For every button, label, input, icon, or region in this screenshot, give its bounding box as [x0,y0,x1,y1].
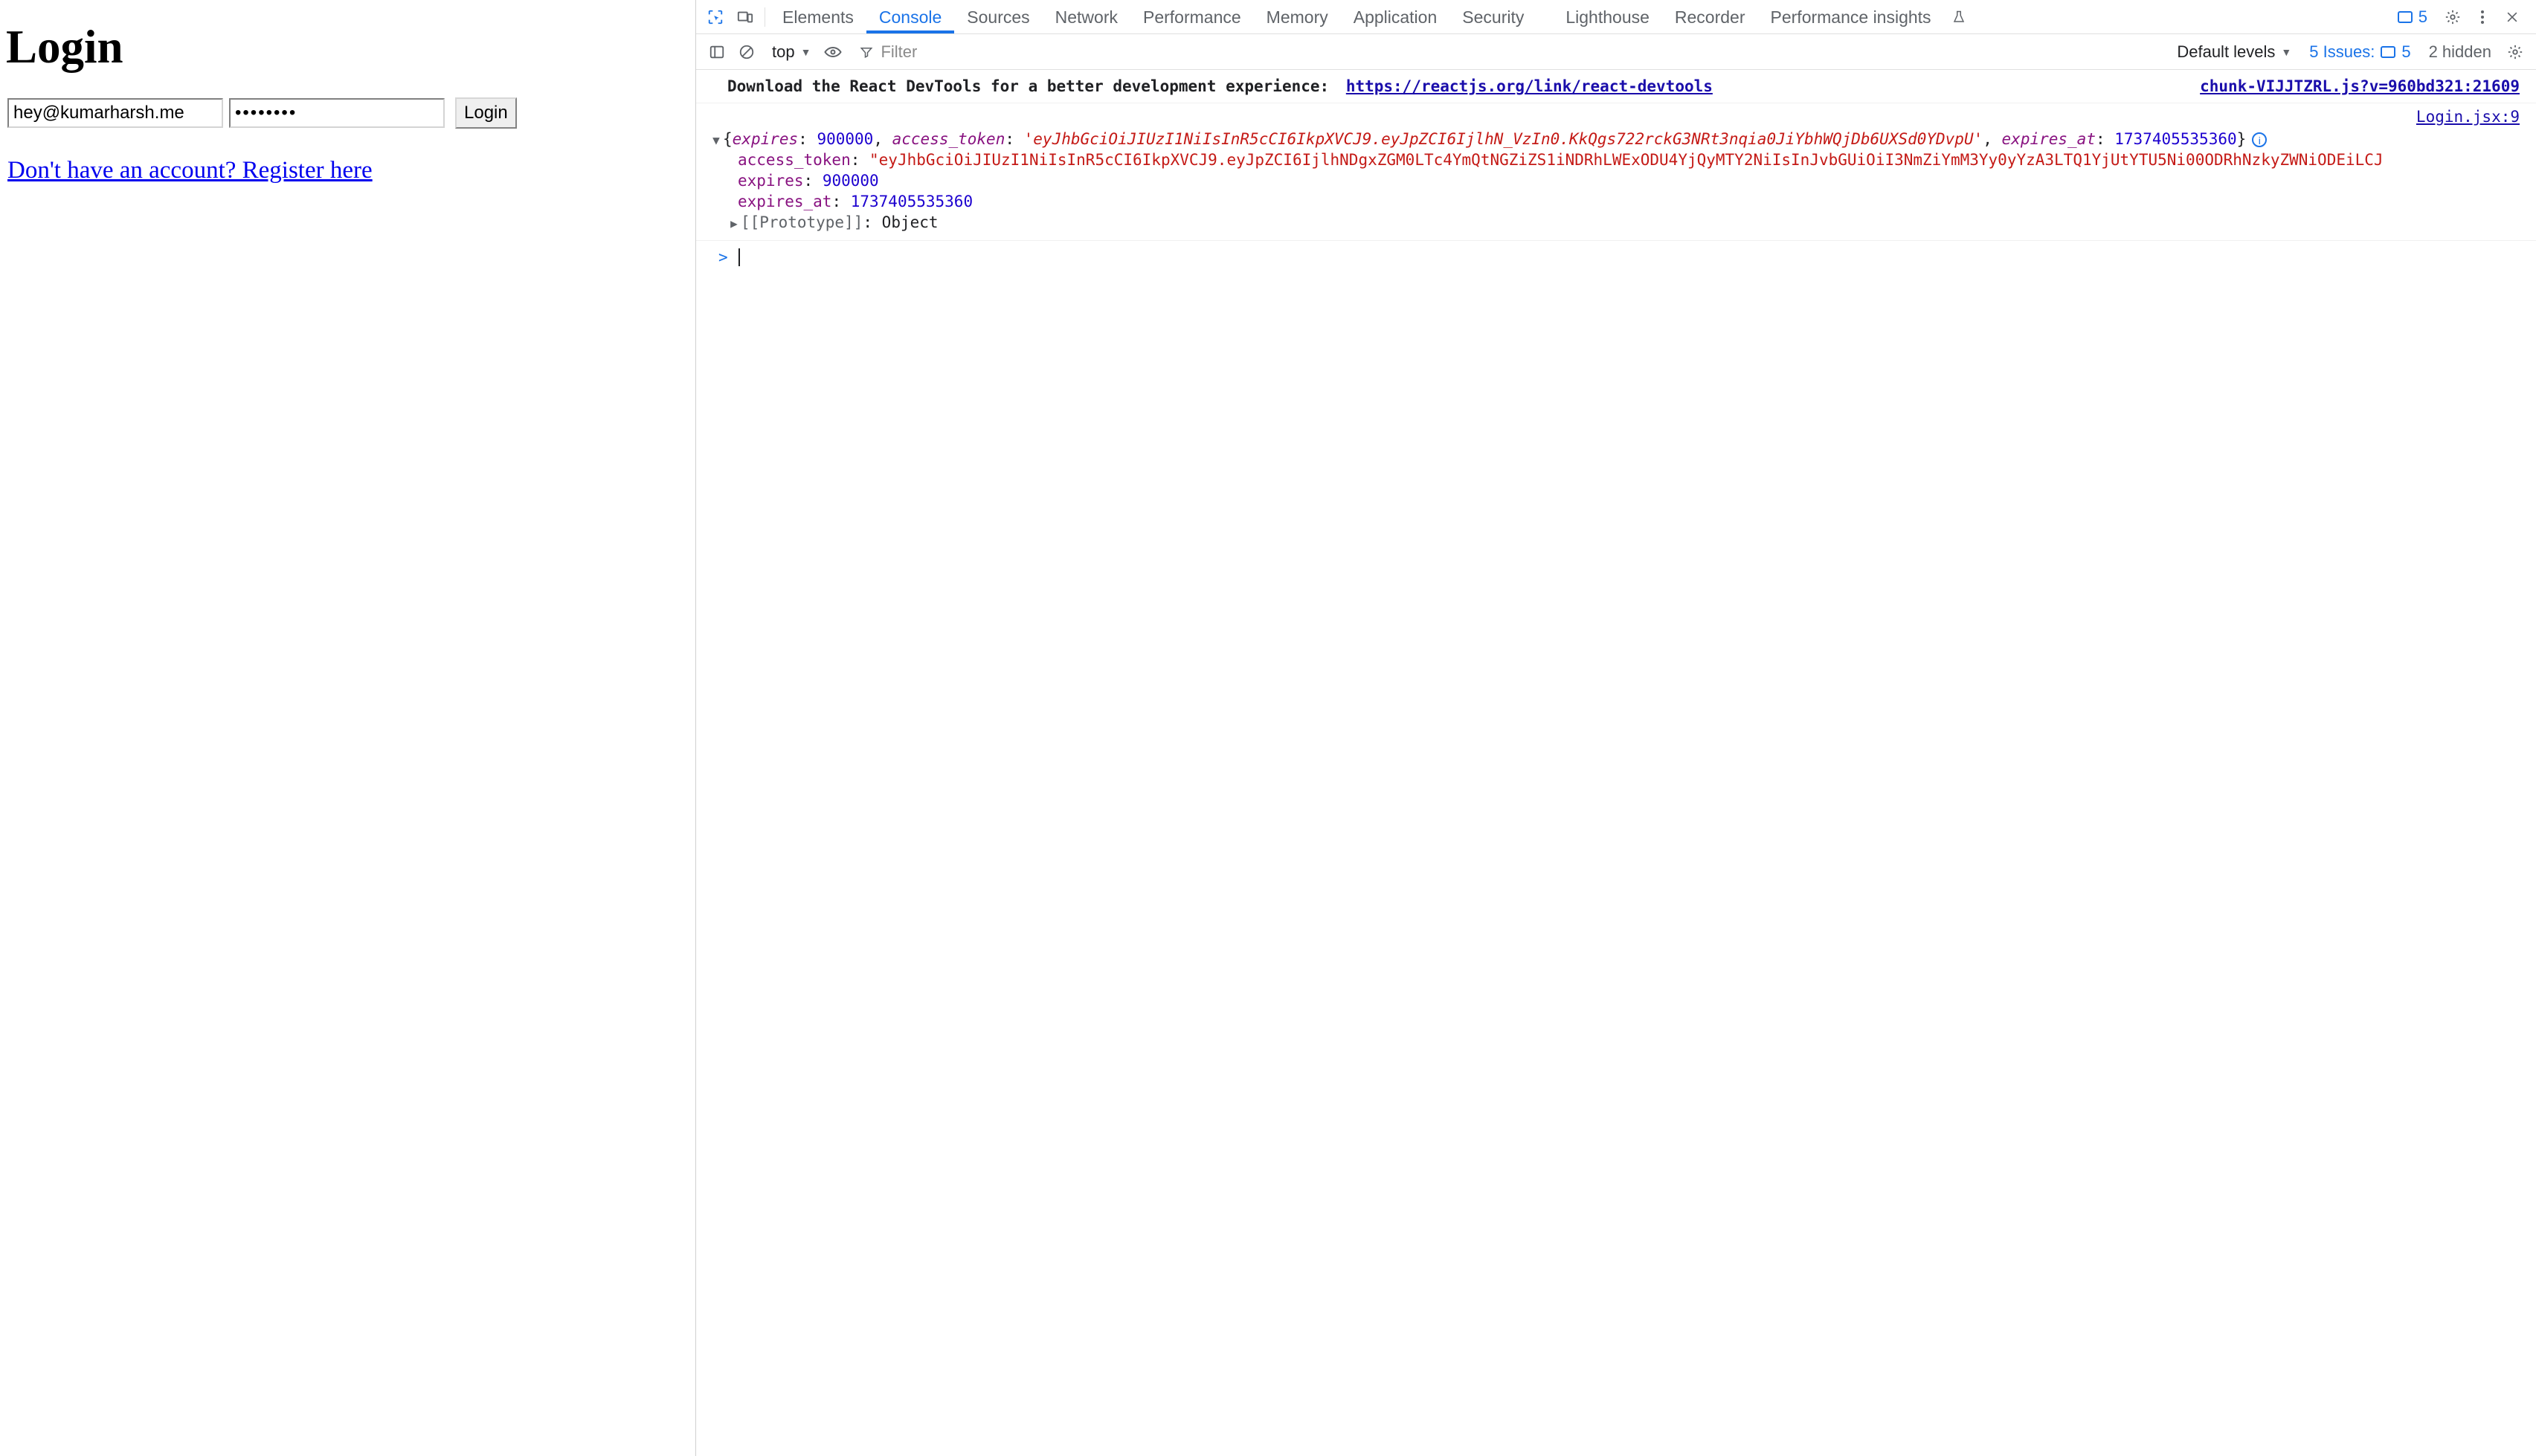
hidden-messages-count[interactable]: 2 hidden [2428,42,2491,61]
tab-console[interactable]: Console [866,1,954,33]
issues-summary-label: 5 Issues: [2309,42,2375,61]
prop-value-expires-at: 1737405535360 [850,193,973,210]
summary-key-access-token: access_token [892,130,1005,148]
prop-key-expires: expires [738,172,804,190]
issues-summary[interactable] [2300,42,2419,62]
summary-value-expires: 900000 [817,130,874,148]
tab-recorder[interactable]: Recorder [1674,7,1745,27]
summary-open-brace: { [723,130,733,148]
chevron-down-icon: ▼ [800,45,811,58]
object-prototype-row[interactable]: ▶ [[Prototype]]: Object [696,212,2536,233]
prop-value-expires: 900000 [822,172,879,190]
issues-summary-icon [2381,46,2395,58]
summary-value-access-token: 'eyJhbGciOiJIUzI1NiIsInR5cCI6IkpXVCJ9.eyJpZCI6IjlhN_VzIn0.KkQgs722rckG3NRt3nqia0JiYbhWQjDb6UXSd0YDvpU' [1023,130,1983,148]
close-devtools-icon[interactable] [2500,4,2525,30]
tab-sources[interactable]: Sources [967,7,1030,27]
issues-icon [2398,11,2413,23]
console-prompt[interactable] [696,241,2536,274]
prop-value-access-token: "eyJhbGciOiJIUzI1NiIsInR5cCI6IkpXVCJ9.eyJpZCI6IjlhNDgxZGM0LTc4YmQtNGZiZS1iNDRhLWExODU4YjQyMTY2NiIsInJvbGUiOiI3NmZiYmM3Yy0yYzA3LTQ1YjUtYTU5Ni00ODRhNzkyZWNiODEiLCJ [869,151,2384,169]
object-prop-access-token: access_token: "eyJhbGciOiJIUzI1NiIsInR5cCI6IkpXVCJ9.eyJpZCI6IjlhNDgxZGM0LTc4YmQtNGZiZS1iNDRhLWExODU4YjQyMTY2NiIsInJvbGUiOiI3NmZiYmM3Yy0yYzA3LTQ1YjUtYTU5Ni00ODRhNzkyZWNiODEiLCJ [738,151,2384,169]
prop-key-expires-at: expires_at [738,193,832,210]
prompt-arrow-icon: > [718,248,728,266]
summary-key-expires: expires [732,130,799,148]
filter-input[interactable] [879,42,1028,62]
summary-value-expires-at: 1737405535360 [2114,130,2237,148]
react-devtools-text: Download the React DevTools for a better development experience: [727,77,1330,95]
toggle-sidebar-icon[interactable] [704,39,730,65]
inspect-element-icon[interactable] [703,4,728,30]
tab-lighthouse[interactable]: Lighthouse [1565,7,1650,27]
issues-summary-count: 5 [2401,42,2411,61]
tab-application[interactable]: Application [1353,7,1438,27]
object-prop-expires-at: expires_at: 1737405535360 [738,193,973,210]
chevron-down-icon-levels: ▼ [2281,45,2292,58]
password-field[interactable] [229,98,445,128]
more-options-icon[interactable] [2470,4,2495,30]
react-devtools-message [696,70,2536,103]
web-page-pane [0,0,696,1456]
info-icon[interactable]: i [2252,132,2267,147]
experiment-flask-icon [1946,4,1972,30]
console-toolbar-right [2168,39,2530,65]
register-link[interactable]: Don't have an account? Register here [7,157,373,184]
prototype-label: [[Prototype]] [741,213,863,231]
clear-console-icon[interactable] [734,39,759,65]
console-toolbar [696,34,2536,70]
issues-badge[interactable] [2398,7,2427,27]
source-link-chunk[interactable]: chunk-VIJJTZRL.js?v=960bd321:21609 [2200,77,2520,95]
tab-network[interactable]: Network [1055,7,1118,27]
console-filter[interactable] [857,39,1028,65]
tab-performance-insights[interactable]: Performance insights [1770,7,1931,27]
device-toolbar-icon[interactable] [733,4,758,30]
issues-badge-count: 5 [2418,7,2427,26]
email-field[interactable] [7,98,223,128]
console-messages[interactable] [696,70,2536,1456]
prototype-expand-triangle-icon[interactable]: ▶ [730,216,738,231]
devtools-tabbar-right [2398,4,2532,30]
console-object-message [696,103,2536,241]
prop-key-access-token: access_token [738,151,851,169]
execution-context-label: top [772,42,795,61]
react-devtools-link[interactable]: https://reactjs.org/link/react-devtools [1345,77,1713,95]
object-prop-expires: expires: 900000 [738,172,879,190]
tab-elements[interactable]: Elements [782,7,854,27]
tab-performance[interactable]: Performance [1143,7,1241,27]
summary-close-brace: } [2236,130,2247,148]
expand-triangle-icon[interactable]: ▼ [712,133,720,147]
tab-security[interactable]: Security [1462,7,1525,27]
login-form [7,97,695,129]
summary-key-expires-at: expires_at [2001,130,2096,148]
filter-icon [857,39,876,65]
login-button[interactable]: Login [455,97,517,129]
prototype-value: Object [881,213,939,231]
devtools-panel [696,0,2536,1456]
log-levels-selector[interactable] [2168,42,2300,62]
settings-gear-icon[interactable] [2440,4,2465,30]
tab-memory[interactable]: Memory [1266,7,1328,27]
page-title: Login [6,21,123,73]
text-cursor [738,248,740,266]
source-link-login[interactable]: Login.jsx:9 [2416,108,2520,126]
execution-context-selector[interactable] [765,39,818,65]
console-settings-gear-icon[interactable] [2503,39,2528,65]
devtools-tabbar [696,0,2536,34]
live-expressions-eye-icon[interactable] [820,39,846,65]
log-levels-label: Default levels [2177,42,2276,61]
object-summary-line[interactable]: ▼ {expires: 900000, access_token: 'eyJhbGciOiJIUzI1NiIsInR5cCI6IkpXVCJ9.eyJpZCI6IjlhN_VzIn0.KkQgs722rckG3NRt3nqia0JiYbhWQjDb6UXSd0YDvpU', expires_at: 1737405535360} i [696,129,2536,149]
